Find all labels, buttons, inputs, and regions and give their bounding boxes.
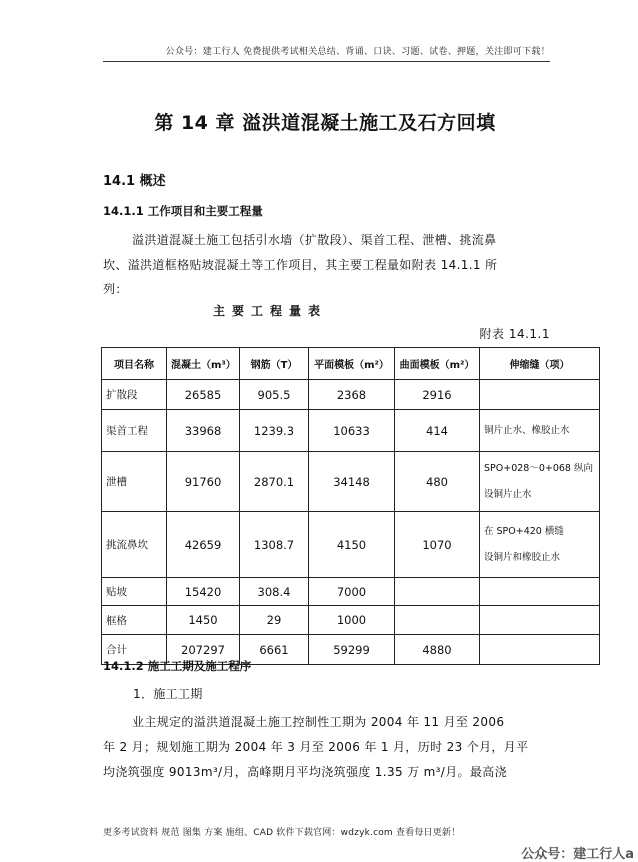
header-cell-curved-formwork: 曲面模板（m²） [395,348,480,380]
table-row [102,452,600,512]
table-header-row [102,348,600,380]
cell-note [480,606,600,635]
cell-curved: 2916 [395,380,480,410]
table-number: 附表 14.1.1 [479,327,550,341]
cell-curved: 1070 [395,512,480,578]
cell-curved: 480 [395,452,480,512]
cell-concrete: 207297 [167,635,240,665]
cell-name: 泄槽 [102,452,167,512]
cell-name: 合计 [102,635,167,665]
table-title: 主要工程量表 [212,304,327,318]
header-cell-flat-formwork: 平面模板（m²） [309,348,395,380]
cell-rebar: 905.5 [240,380,309,410]
cell-rebar: 308.4 [240,578,309,606]
cell-note [480,410,600,452]
cell-flat: 34148 [309,452,395,512]
schedule-paragraph-line-2: 年 2 月；规划施工期为 2004 年 3 月至 2006 年 1 月，历时 23 个月，月平 [103,740,529,754]
cell-name: 扩散段 [102,380,167,410]
cell-concrete: 15420 [167,578,240,606]
schedule-paragraph-line-3: 均浇筑强度 9013m³/月，高峰期月平均浇筑强度 1.35 万 m³/月。最高浇 [103,765,507,779]
cell-name: 挑流鼻坎 [102,512,167,578]
cell-note-line-2: 设铜片止水 [484,488,532,500]
cell-curved [395,606,480,635]
cell-rebar: 1308.7 [240,512,309,578]
table-row [102,512,600,578]
cell-rebar: 2870.1 [240,452,309,512]
intro-paragraph-line-1: 溢洪道混凝土施工包括引水墙（扩散段）、渠首工程、泄槽、挑流鼻 [132,233,497,247]
cell-flat: 2368 [309,380,395,410]
subsection-schedule-title: 1．施工工期 [133,687,203,701]
cell-name: 框格 [102,606,167,635]
cell-note [480,578,600,606]
footer-watermark: 公众号：建工行人a [521,847,634,862]
cell-note [480,380,600,410]
header-divider [103,61,550,62]
cell-name: 渠首工程 [102,410,167,452]
cell-concrete: 42659 [167,512,240,578]
intro-paragraph-line-3: 列： [103,282,128,296]
schedule-paragraph-line-1: 业主规定的溢洪道混凝土施工控制性工期为 2004 年 11 月至 2006 [132,715,505,729]
cell-flat: 7000 [309,578,395,606]
table-row [102,380,600,410]
section-14-1-2-title: 14.1.2 施工工期及施工程序 [103,659,252,673]
header-cell-concrete: 混凝土（m³） [167,348,240,380]
cell-rebar: 6661 [240,635,309,665]
section-14-1-title: 14.1 概述 [103,174,166,189]
cell-note-line-1: 在 SPO+420 横缝 [484,525,564,537]
cell-curved [395,578,480,606]
cell-concrete: 91760 [167,452,240,512]
header-cell-name: 项目名称 [102,348,167,380]
cell-note-line-2: 设铜片和橡胶止水 [484,551,561,563]
cell-concrete: 1450 [167,606,240,635]
cell-note [480,512,600,578]
header-cell-rebar: 钢筋（T） [240,348,309,380]
cell-note [480,635,600,665]
cell-curved: 4880 [395,635,480,665]
cell-note [480,452,600,512]
cell-flat: 1000 [309,606,395,635]
table-row [102,606,600,635]
cell-flat: 10633 [309,410,395,452]
cell-concrete: 33968 [167,410,240,452]
header-cell-joints: 伸缩缝（项） [480,348,600,380]
intro-paragraph-line-2: 坎、溢洪道框格贴坡混凝土等工作项目，其主要工程量如附表 14.1.1 所 [103,258,498,272]
table-row [102,578,600,606]
footer-download-note: 更多考试资料 规范 图集 方案 施组、CAD 软件下载官网：wdzyk.com 查看每日更新！ [103,828,461,838]
table-row [102,410,600,452]
section-14-1-1-title: 14.1.1 工作项目和主要工程量 [103,204,263,218]
cell-rebar: 29 [240,606,309,635]
cell-curved: 414 [395,410,480,452]
cell-flat: 59299 [309,635,395,665]
cell-name: 贴坡 [102,578,167,606]
cell-rebar: 1239.3 [240,410,309,452]
cell-note-line-1: 铜片止水、橡胶止水 [484,424,570,436]
cell-concrete: 26585 [167,380,240,410]
chapter-title: 第 14 章 溢洪道混凝土施工及石方回填 [154,112,496,134]
cell-flat: 4150 [309,512,395,578]
quantity-table [101,347,600,665]
cell-note-line-1: SPO+028～0+068 纵向 [484,462,593,474]
header-note: 公众号：建工行人 免费提供考试相关总结、背诵、口诀、习题、试卷、押题，关注即可下载！ [165,47,550,57]
